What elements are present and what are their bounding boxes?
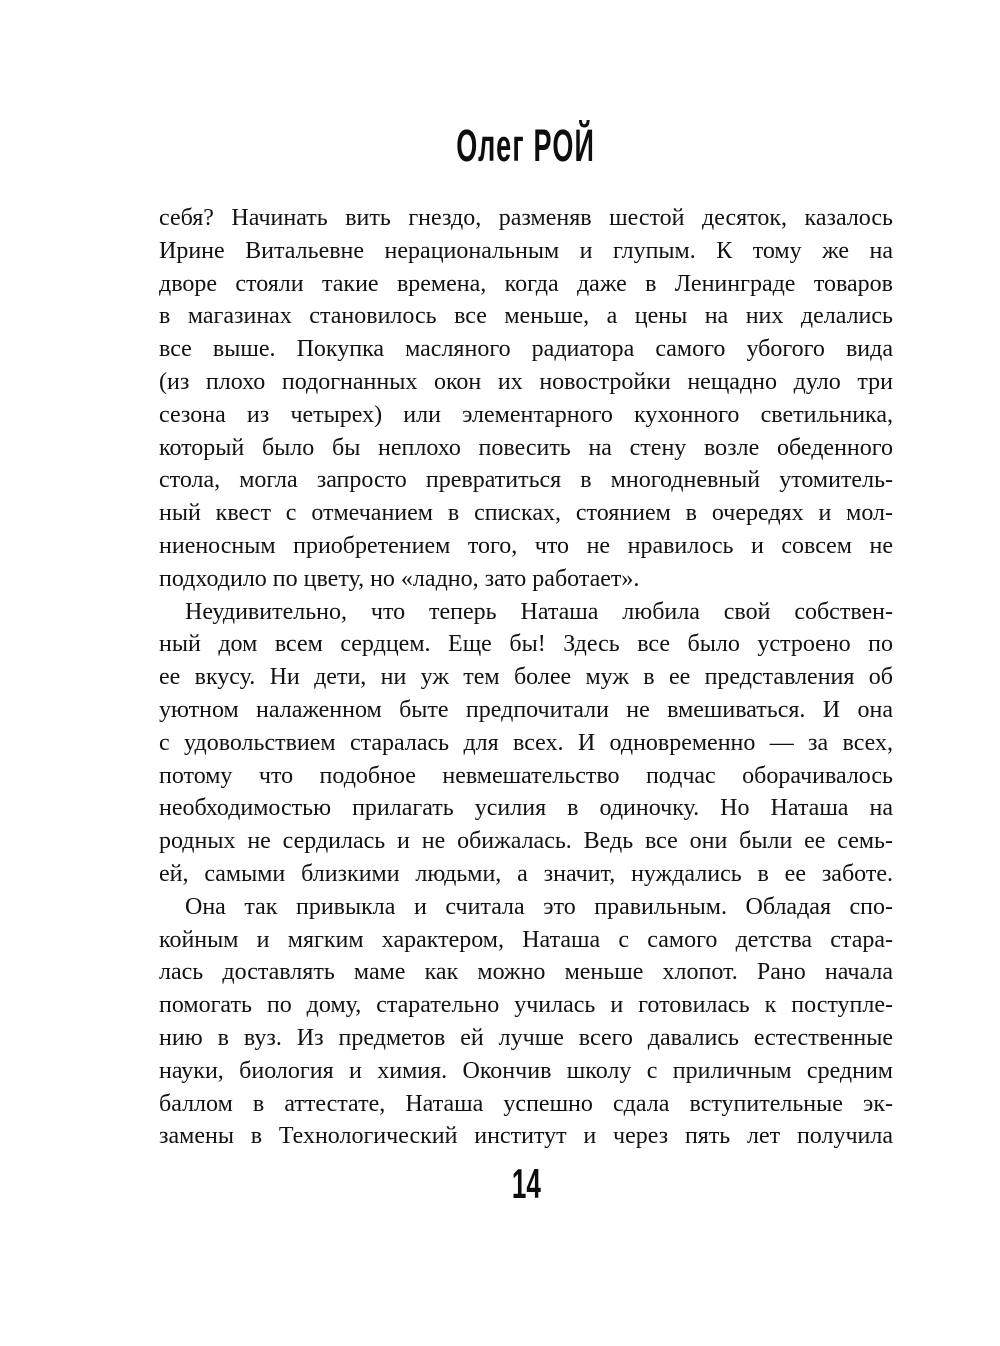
text-line: дворе стояли такие времена, когда даже в Ленинграде товаров — [159, 270, 893, 297]
text-line: Она так привыкла и считала это правильным. Обладая спо- — [185, 893, 893, 920]
text-line: баллом в аттестате, Наташа успешно сдала вступительные эк- — [159, 1090, 893, 1117]
text-line: подходило по цвету, но «ладно, зато работает». — [159, 565, 640, 592]
body-text — [159, 202, 893, 1153]
text-line: ный дом всем сердцем. Еще бы! Здесь все было устроено по — [159, 631, 893, 658]
running-header — [159, 120, 893, 177]
text-line: ее вкусу. Ни дети, ни уж тем более муж в ее представления об — [159, 664, 893, 691]
text-line: стола, могла запросто превратиться в многодневный утомитель- — [159, 467, 893, 494]
text-line: замены в Технологический институт и через пять лет получила — [159, 1123, 893, 1150]
text-line: все выше. Покупка масляного радиатора самого убогого вида — [159, 336, 893, 363]
text-line: сезона из четырех) или элементарного кухонного светильника, — [159, 401, 893, 428]
text-line: ный квест с отмечанием в списках, стоянием в очередях и мол- — [159, 500, 893, 527]
text-line: ниеносным приобретением того, что не нравилось и совсем не — [159, 532, 893, 559]
text-line: Ирине Витальевне нерациональным и глупым. К тому же на — [159, 237, 893, 264]
text-line: ей, самыми близкими людьми, а значит, нуждались в ее заботе. — [159, 860, 893, 887]
text-line: науки, биология и химия. Окончив школу с приличным средним — [159, 1057, 893, 1084]
text-line: потому что подобное невмешательство подчас оборачивалось — [159, 762, 893, 789]
text-line: себя? Начинать вить гнездо, разменяв шестой десяток, казалось — [159, 205, 893, 231]
page-number-value: 14 — [511, 1160, 541, 1207]
page-number — [159, 1160, 893, 1214]
text-line: Неудивительно, что теперь Наташа любила свой собствен- — [185, 598, 893, 625]
text-line: уютном налаженном быте предпочитали не вмешиваться. И она — [159, 696, 893, 723]
text-line: нию в вуз. Из предметов ей лучше всего давались естественные — [159, 1024, 893, 1051]
text-line: (из плохо подогнанных окон их новостройки нещадно дуло три — [159, 368, 893, 395]
text-line: лась доставлять маме как можно меньше хлопот. Рано начала — [159, 959, 893, 986]
author-name: Олег РОЙ — [456, 120, 596, 171]
text-line: в магазинах становилось все меньше, а цены на них делались — [159, 303, 893, 330]
text-line: необходимостью прилагать усилия в одиночку. Но Наташа на — [159, 795, 893, 822]
text-line: который было бы неплохо повесить на стену возле обеденного — [159, 434, 893, 461]
text-line: койным и мягким характером, Наташа с самого детства стара- — [159, 926, 893, 953]
text-line: помогать по дому, старательно училась и готовилась к поступле- — [159, 992, 893, 1019]
text-line: с удовольствием старалась для всех. И одновременно — за всех, — [159, 729, 893, 756]
text-line: родных не сердилась и не обижалась. Ведь все они были ее семь- — [159, 828, 893, 855]
